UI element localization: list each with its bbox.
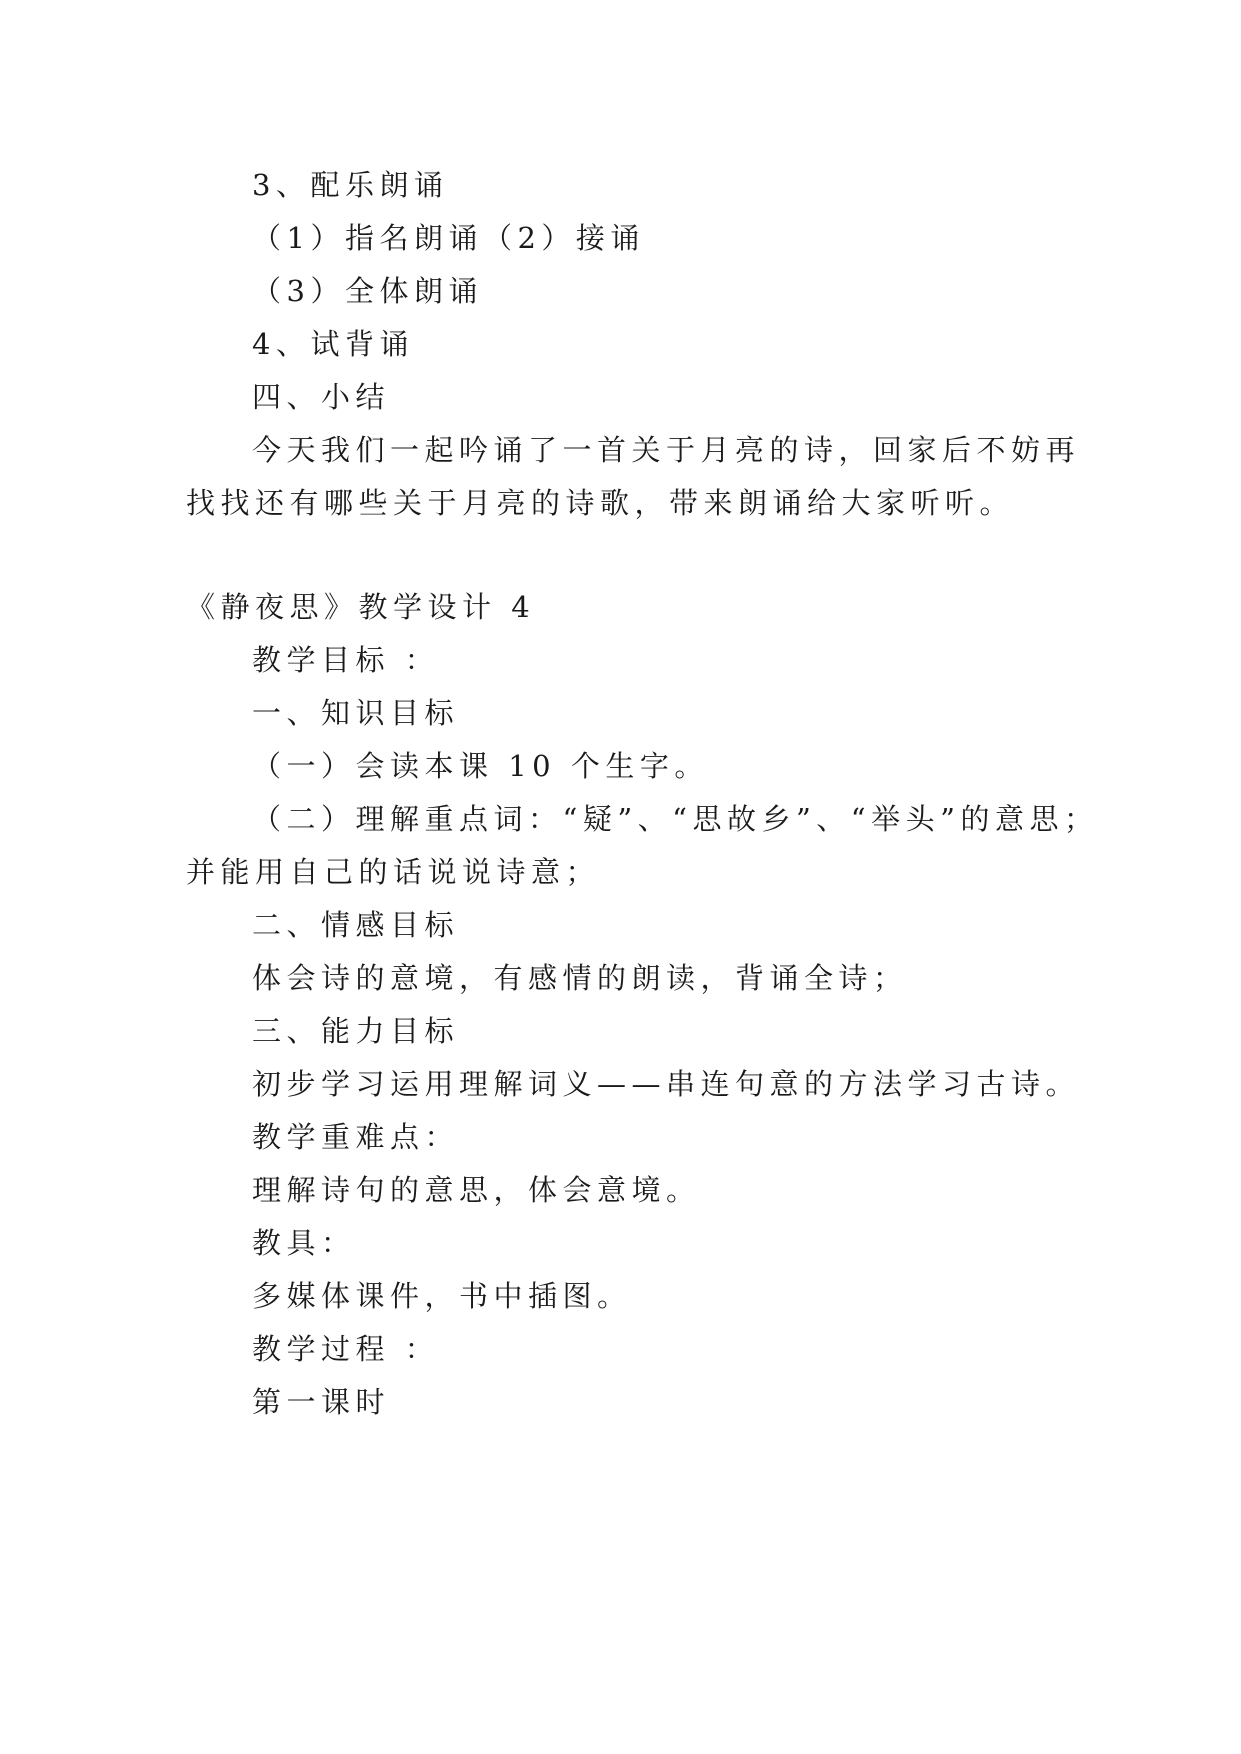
- first-lesson-label: 第一课时: [252, 1385, 391, 1419]
- key-points-text: 理解诗句的意思，体会意境。: [252, 1173, 701, 1207]
- key-points-heading: 教学重难点：: [252, 1120, 460, 1154]
- summary-text-line1: 今天我们一起吟诵了一首关于月亮的诗，回家后不妨再: [252, 433, 1081, 467]
- process-heading: 教学过程 ：: [252, 1332, 440, 1366]
- knowledge-item-2-line2: 并能用自己的话说说诗意；: [186, 855, 601, 889]
- knowledge-item-2-line1: （二）理解重点词：“疑”、“思故乡”、“举头”的意思；: [252, 802, 1099, 836]
- knowledge-item-1: （一）会读本课 10 个生字。: [252, 749, 709, 783]
- summary-text-line2: 找找还有哪些关于月亮的诗歌，带来朗诵给大家听听。: [186, 486, 1015, 520]
- section-3-items-2: （3）全体朗诵: [252, 274, 483, 308]
- tools-heading: 教具：: [252, 1226, 356, 1260]
- ability-text: 初步学习运用理解词义——串连句意的方法学习古诗。: [252, 1067, 1081, 1101]
- summary-heading: 四、小结: [252, 380, 391, 414]
- emotion-heading: 二、情感目标: [252, 908, 460, 942]
- tools-text: 多媒体课件，书中插图。: [252, 1279, 632, 1313]
- objectives-heading: 教学目标 ：: [252, 643, 440, 677]
- ability-heading: 三、能力目标: [252, 1014, 460, 1048]
- knowledge-heading: 一、知识目标: [252, 696, 460, 730]
- emotion-text: 体会诗的意境，有感情的朗读，背诵全诗；: [252, 961, 908, 995]
- section-4-title: 4、试背诵: [252, 327, 414, 361]
- section-3-title: 3、配乐朗诵: [252, 168, 449, 202]
- section-3-items-1: （1）指名朗诵（2）接诵: [252, 221, 645, 255]
- design4-title: 《静夜思》教学设计 4: [186, 590, 536, 624]
